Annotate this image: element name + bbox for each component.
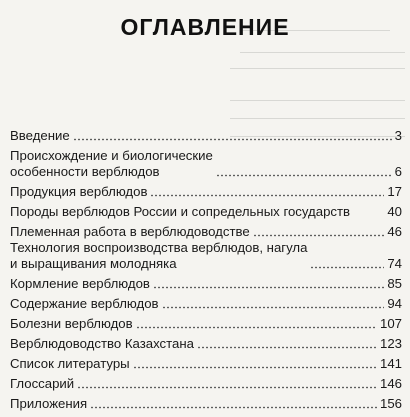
toc-page-number: 123: [379, 336, 402, 351]
toc-entry-glossary[interactable]: [10, 376, 402, 392]
toc-entry-title: Технология воспроизводства верблюдов, нагула: [10, 240, 308, 255]
toc-page-number: 3: [394, 128, 402, 143]
toc-page-number: 17: [387, 184, 402, 199]
toc-page-number: 85: [387, 276, 402, 291]
toc-page-number: 46: [387, 224, 402, 239]
toc-entry-title: Верблюдоводство Казахстана: [10, 336, 194, 351]
toc-entry-title: Племенная работа в верблюдоводстве: [10, 224, 250, 239]
dot-leader: [90, 397, 377, 409]
toc-page-number: 40: [387, 204, 402, 219]
toc-entry-breeds[interactable]: [10, 204, 402, 220]
toc-entry-breeding[interactable]: [10, 224, 402, 240]
dot-leader: [216, 165, 392, 177]
toc-entry-title: Содержание верблюдов: [10, 296, 159, 311]
toc-entry-origin[interactable]: [10, 148, 402, 180]
toc-page-number: 74: [387, 256, 402, 271]
toc-entry-reproduction[interactable]: [10, 240, 402, 272]
toc-entry-title: Приложения: [10, 396, 88, 411]
toc-entry-title: Кормление верблюдов: [10, 276, 150, 291]
toc-page-number: 156: [379, 396, 402, 411]
toc-entry-title: Введение: [10, 128, 70, 143]
toc-entry-title-continued: особенности верблюдов: [10, 164, 160, 179]
toc-entry-products[interactable]: [10, 184, 402, 200]
toc-entry-title: Болезни верблюдов: [10, 316, 133, 331]
dot-leader: [77, 377, 377, 389]
dot-leader: [310, 257, 384, 269]
toc-page-number: 146: [379, 376, 402, 391]
toc-page-number: 6: [394, 164, 402, 179]
toc-entry-title: Список литературы: [10, 356, 130, 371]
toc-entry-diseases[interactable]: [10, 316, 402, 332]
toc-entry-references[interactable]: [10, 356, 402, 372]
dot-leader: [197, 337, 377, 349]
dot-leader: [153, 277, 384, 289]
toc-entry-title: Породы верблюдов России и сопредельных государств: [10, 204, 351, 219]
toc-page-number: 141: [379, 356, 402, 371]
dot-leader: [136, 317, 377, 329]
toc-entry-appendices[interactable]: [10, 396, 402, 412]
toc-entry-title: Происхождение и биологические: [10, 148, 213, 163]
toc-entry-title: Глоссарий: [10, 376, 75, 391]
toc-page-number: 94: [387, 296, 402, 311]
toc-entry-feeding[interactable]: [10, 276, 402, 292]
toc-entry-title-continued: и выращивания молодняка: [10, 256, 177, 271]
toc-entry-title: Продукция верблюдов: [10, 184, 148, 199]
dot-leader: [73, 129, 392, 141]
dot-leader: [253, 225, 385, 237]
toc-entry-keeping[interactable]: [10, 296, 402, 312]
toc-page-number: 107: [379, 316, 402, 331]
dot-leader: [133, 357, 377, 369]
dot-leader: [150, 185, 384, 197]
dot-leader: [162, 297, 385, 309]
page-title: ОГЛАВЛЕНИЕ: [120, 14, 290, 40]
toc-entry-kazakhstan[interactable]: [10, 336, 402, 352]
toc-entry-intro[interactable]: [10, 128, 402, 144]
